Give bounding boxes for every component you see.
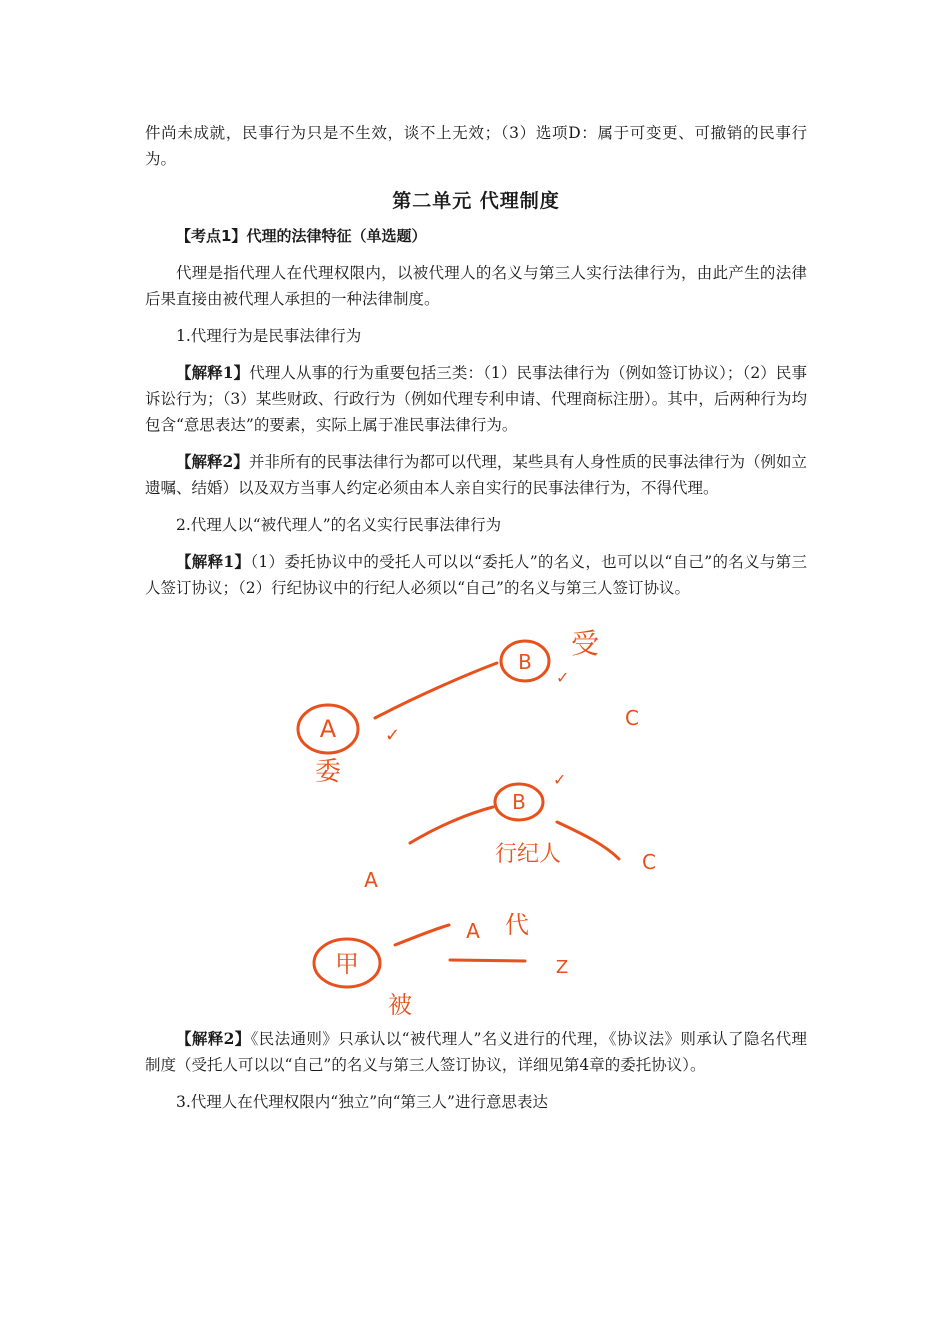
note-hangjiren: 行纪人 xyxy=(494,842,562,867)
sketch-group-2 xyxy=(364,770,656,892)
explanation-tag: 【解释1】 xyxy=(176,552,251,571)
label-a: A xyxy=(319,715,337,743)
item-1-explanation-2 xyxy=(145,449,807,501)
document-page xyxy=(145,120,807,1115)
sketch-group-1 xyxy=(298,627,639,787)
line-a-b xyxy=(375,663,497,718)
line-jia-z xyxy=(450,960,525,961)
note-dai: 代 xyxy=(505,911,529,939)
explanation-text: 代理人从事的行为重要包括三类：（1）民事法律行为（例如签订协议）；（2）民事诉讼行为；（3）某些财政、行政行为（例如代理专利申请、代理商标注册）。其中，后两种行为均包含“意思表达”的要素，实际上属于准民事法律行为。 xyxy=(145,364,807,434)
check-b: ✓ xyxy=(556,668,570,687)
continued-paragraph: 件尚未成就，民事行为只是不生效，谈不上无效；（3）选项D：属于可变更、可撤销的民事行为。 xyxy=(145,124,807,168)
label-c2: C xyxy=(642,850,656,874)
sketch-group-3 xyxy=(314,911,568,1015)
item-1-explanation-1 xyxy=(145,360,807,438)
note-bei: 被 xyxy=(388,991,412,1015)
explanation-text: 《民法通则》只承认以“被代理人”名义进行的代理，《协议法》则承认了隐名代理制度（受托人可以以“自己”的名义与第三人签订协议，详细见第4章的委托协议）。 xyxy=(145,1030,807,1074)
explanation-tag: 【解释2】 xyxy=(176,452,249,471)
sketch-svg xyxy=(145,615,807,1015)
explanation-tag: 【解释1】 xyxy=(176,363,250,382)
intro-paragraph: 代理是指代理人在代理权限内，以被代理人的名义与第三人实行法律行为，由此产生的法律后果直接由被代理人承担的一种法律制度。 xyxy=(145,264,807,308)
explanation-text: （1）委托协议中的受托人可以以“委托人”的名义，也可以以“自己”的名义与第三人签订协议；（2）行纪协议中的行纪人必须以“自己”的名义与第三人签订协议。 xyxy=(145,553,807,597)
line-b2-c2 xyxy=(557,822,619,859)
explanation-text: 并非所有的民事法律行为都可以代理，某些具有人身性质的民事法律行为（例如立遗嘱、结婚）以及双方当事人约定必须由本人亲自实行的民事法律行为，不得代理。 xyxy=(145,453,807,497)
label-b: B xyxy=(518,650,532,674)
handwritten-sketch xyxy=(145,615,807,1015)
label-a3: A xyxy=(466,919,480,943)
line-a2-b2 xyxy=(410,807,493,843)
label-z: Z xyxy=(555,957,569,978)
kaodian-1-heading xyxy=(145,223,807,249)
item-2-heading: 2.代理人以“被代理人”的名义实行民事法律行为 xyxy=(176,516,502,534)
item-1-heading: 1.代理行为是民事法律行为 xyxy=(176,327,362,345)
check-a: ✓ xyxy=(385,725,401,746)
explanation-tag: 【解释2】 xyxy=(176,1029,251,1048)
label-b2: B xyxy=(512,790,526,814)
kaodian-title: 代理的法律特征（单选题） xyxy=(246,227,427,245)
item-2-explanation-2 xyxy=(145,1026,807,1078)
label-c: C xyxy=(625,706,639,730)
check-b2: ✓ xyxy=(553,770,567,789)
kaodian-tag: 【考点1】 xyxy=(176,227,247,245)
label-a2: A xyxy=(364,868,378,892)
note-shou: 受 xyxy=(570,627,600,660)
item-3-heading: 3.代理人在代理权限内“独立”向“第三人”进行意思表达 xyxy=(176,1093,548,1111)
unit-title: 第二单元 代理制度 xyxy=(392,190,560,212)
line-jia-a xyxy=(395,925,449,945)
item-2-explanation-1 xyxy=(145,549,807,601)
label-jia: 甲 xyxy=(335,950,359,978)
note-wei: 委 xyxy=(314,757,342,787)
